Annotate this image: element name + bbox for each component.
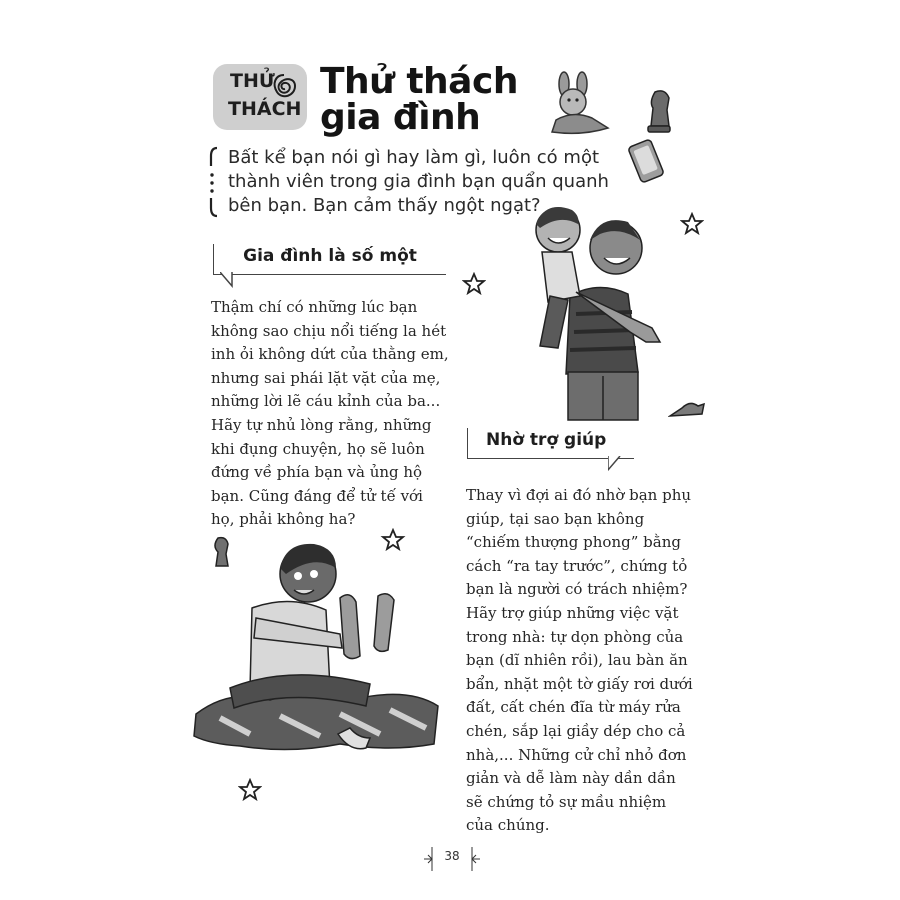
title-line2: gia đình <box>320 97 481 138</box>
challenge-badge <box>213 64 307 130</box>
section1-heading: Gia đình là số một <box>243 246 417 266</box>
father-child-illustration <box>520 196 670 422</box>
section2-heading: Nhờ trợ giúp <box>486 430 607 450</box>
section2-body: Thay vì đợi ai đó nhờ bạn phụ giúp, tại sao bạn không “chiếm thượng phong” bằng cách “ra tay trước”, chứng tỏ bạn là người có trách nhiệm? Hãy trợ giúp những việc vặt trong nhà: tự dọn phòng của bạn (dĩ nhiên rồi), lau bàn ăn bẩn, nhặt một tờ giấy rơi dưới đất, cất chén đĩa từ máy rửa chén, sắp lại giầy dép cho cả nhà,... Những cử chỉ nhỏ đơn giản và dễ làm này dần dần sẽ chứng tỏ sự mầu nhiệm của chúng. <box>466 486 693 835</box>
page-title <box>320 61 550 138</box>
section-heading-help <box>467 428 634 459</box>
badge-line1: THỬ <box>230 70 275 92</box>
star-icon <box>238 778 262 802</box>
toy-rabbit-illustration <box>542 70 614 140</box>
section1-body: Thậm chí có những lúc bạn không sao chịu nổi tiếng la hét inh ỏi không dứt của thằng em, nhưng sai phái lặt vặt của mẹ, những lời lẽ cáu kỉnh của ba... Hãy tự nhủ lòng rằng, những khi đụng chuyện, họ sẽ luôn đứng về phía bạn và ủng hộ bạn. Cũng đáng để tử tế với họ, phải không ha? <box>211 298 449 529</box>
boy-socks-illustration <box>190 538 442 770</box>
title-line1: Thử thách <box>320 61 518 102</box>
page-number: 38 <box>444 849 460 863</box>
chess-knight-icon <box>645 86 673 136</box>
quote-brace-icon <box>207 146 221 218</box>
section-heading-family <box>213 244 446 275</box>
star-icon <box>680 212 704 236</box>
speech-tail-icon <box>608 456 622 472</box>
page-footer <box>424 843 480 871</box>
phone-icon <box>628 138 666 186</box>
chess-piece-icon <box>668 398 708 424</box>
speech-tail-icon <box>220 272 234 288</box>
badge-line2: THÁCH <box>228 98 302 120</box>
intro-text: Bất kể bạn nói gì hay làm gì, luôn có một thành viên trong gia đình bạn quẩn quanh bên bạn. Bạn cảm thấy ngột ngạt? <box>228 147 609 216</box>
scribble-icon <box>269 72 299 102</box>
star-icon <box>462 272 486 296</box>
